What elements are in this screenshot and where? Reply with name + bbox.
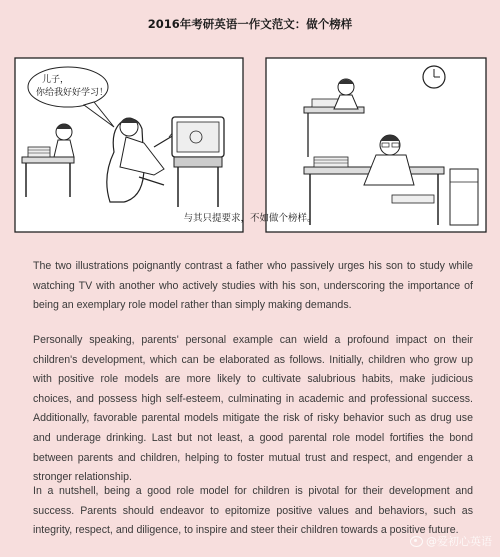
speech-line-2: 你给我好好学习！ [36, 88, 109, 98]
watermark [410, 533, 492, 549]
right-panel [266, 58, 486, 232]
cartoon-illustration [14, 57, 488, 235]
left-panel [15, 58, 243, 232]
weibo-icon [410, 536, 423, 547]
clock-icon [423, 66, 445, 88]
document-title: 2016年考研英语一作文范文：做个榜样 [147, 17, 353, 31]
paragraph-1: The two illustrations poignantly contrast a father who passively urges his son to study while watching TV with another who actively studies with his son, underscoring the importance of being an exemplary role model rather than simply making demands. [33, 260, 473, 312]
speech-line-1: 儿子， [42, 75, 70, 85]
watermark-text: @爱初心英语 [426, 535, 492, 548]
paragraph-3: In a nutshell, being a good role model for children is pivotal for their development and success. Parents should endeavor to epitomize positive values and behaviors, such as integrity, respect, and diligence, to inspire and steer their children towards a positive future. [33, 485, 473, 537]
cartoon-caption: 与其只提要求，不如做个榜样。 [183, 213, 317, 224]
paragraph-2: Personally speaking, parents' personal example can wield a profound impact on their children's development, which can be elaborated as follows. Initially, children who grow up with positive role models are more likely to cultivate salubrious habits, make judicious choices, and possess high self-esteem, culminating in academic and professional success. Additionally, favorable parental models mitigate the risk of risky behavior such as drug use and underage drinking. Last but not least, a good parental role model fortifies the bond between parents and children, helping to foster mutual trust and respect, and engender a stronger relationship. [33, 334, 473, 484]
